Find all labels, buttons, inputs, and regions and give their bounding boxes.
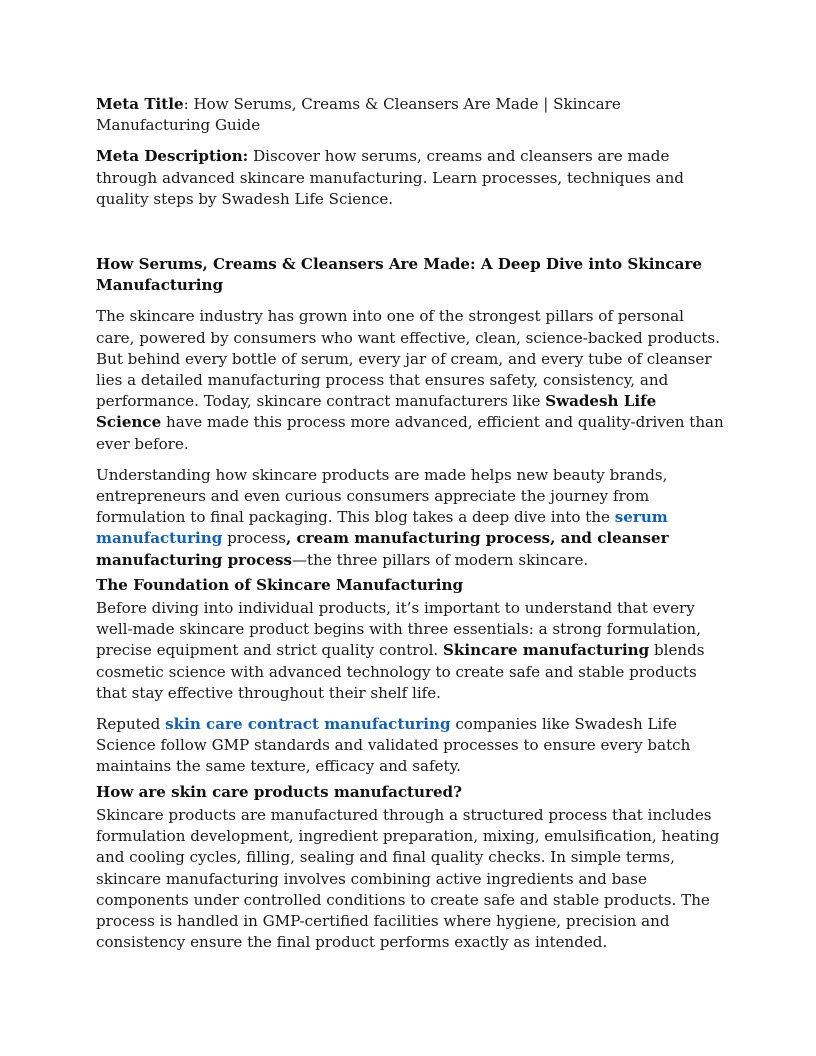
text-run: Understanding how skincare products are made helps new beauty brands, entrepreneurs and even curious consumers appreciate the journey from formulation to final packaging. This blog takes a deep dive into the [96,465,668,527]
how-heading: How are skin care products manufactured? [96,782,462,801]
serum-manufacturing-link[interactable]: serum manufacturing [96,508,668,548]
meta-description [96,146,726,210]
text-run: Reputed [96,715,166,734]
meta-title-label: Meta Title [96,95,184,113]
foundation-heading: The Foundation of Skincare Manufacturing [96,575,464,594]
skincare-manufacturing-bold: Skincare manufacturing [443,641,650,660]
meta-title-value: : How Serums, Creams & Cleansers Are Made | Skincare Manufacturing Guide [96,95,621,135]
foundation-paragraph-2 [96,714,726,778]
meta-title [96,94,726,136]
meta-description-value: Discover how serums, creams and cleansers are made through advanced skincare manufacturing. Learn processes, techniques and quality steps by Swadesh Life Science. [96,147,684,208]
document-page [96,94,726,963]
text-run: have made this process more advanced, efficient and quality-driven than ever before. [96,413,724,453]
how-paragraph: Skincare products are manufactured through a structured process that includes formulation development, ingredient preparation, mixing, emulsification, heating and cooling cycles, filling, sealing and final quality checks. In simple terms, skincare manufacturing involves combining active ingredients and base components under controlled conditions to create safe and stable products. The process is handled in GMP-certified facilities where hygiene, precision and consistency ensure the final product performs exactly as intended. [96,805,720,952]
company-name: Swadesh Life Science [96,392,657,432]
text-run: companies like Swadesh Life Science follow GMP standards and validated processes to ensure every batch maintains the same texture, efficacy and safety. [96,715,691,776]
article-title: How Serums, Creams & Cleansers Are Made: A Deep Dive into Skincare Manufacturing [96,255,702,295]
contract-manufacturing-link[interactable]: skin care contract manufacturing [165,715,451,734]
intro-paragraph-2 [96,465,726,571]
process-list-bold: , cream manufacturing process, and cleanser manufacturing process [96,529,669,569]
meta-description-label: Meta Description: [96,147,249,166]
foundation-paragraph-1 [96,598,726,704]
text-run: The skincare industry has grown into one of the strongest pillars of personal care, powered by consumers who want effective, clean, science-backed products. But behind every bottle of serum, every jar of cream, and every tube of cleanser lies a detailed manufacturing process that ensures safety, consistency, and performance. Today, skincare contract manufacturers like [96,307,720,411]
text-run: Before diving into individual products, it’s important to understand that every well-made skincare product begins with three essentials: a strong formulation, precise equipment and strict quality control. [96,599,701,660]
text-run: blends cosmetic science with advanced technology to create safe and stable products that stay effective throughout their shelf life. [96,641,705,702]
text-run: process [222,529,286,548]
intro-paragraph-1 [96,306,726,454]
text-run: —the three pillars of modern skincare. [291,550,589,569]
